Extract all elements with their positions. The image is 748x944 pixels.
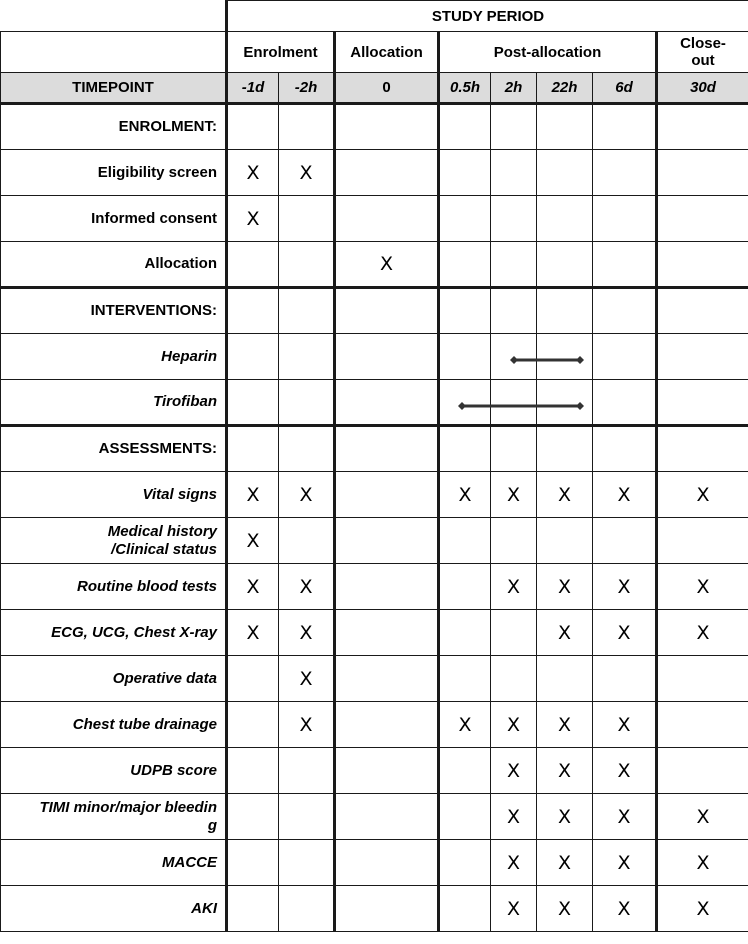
schedule-mark <box>537 150 593 196</box>
schedule-mark: X <box>227 610 279 656</box>
study-period-row <box>1 1 748 32</box>
schedule-mark <box>491 380 537 426</box>
schedule-mark <box>227 794 279 840</box>
schedule-mark <box>335 702 439 748</box>
schedule-mark: X <box>537 886 593 932</box>
schedule-mark <box>439 748 491 794</box>
schedule-cell <box>593 288 657 334</box>
row-label: Routine blood tests <box>1 564 227 610</box>
schedule-mark <box>439 334 491 380</box>
schedule-mark: X <box>657 840 748 886</box>
schedule-mark <box>593 518 657 564</box>
schedule-mark <box>657 748 748 794</box>
schedule-mark: X <box>491 840 537 886</box>
schedule-row <box>1 656 748 702</box>
timepoint-cell: -2h <box>279 73 335 104</box>
row-label: AKI <box>1 886 227 932</box>
schedule-mark <box>439 380 491 426</box>
schedule-mark: X <box>491 886 537 932</box>
schedule-mark: X <box>593 610 657 656</box>
schedule-mark <box>227 840 279 886</box>
row-label: ECG, UCG, Chest X-ray <box>1 610 227 656</box>
row-label: Heparin <box>1 334 227 380</box>
phase-row <box>1 32 748 73</box>
section-title-row <box>1 104 748 150</box>
schedule-mark <box>593 150 657 196</box>
schedule-cell <box>439 426 491 472</box>
schedule-mark <box>335 886 439 932</box>
phase-close-out: Close- out <box>657 32 748 73</box>
schedule-row <box>1 702 748 748</box>
phase-allocation: Allocation <box>335 32 439 73</box>
schedule-cell <box>335 426 439 472</box>
schedule-mark <box>335 748 439 794</box>
schedule-mark <box>335 794 439 840</box>
schedule-mark <box>491 334 537 380</box>
schedule-mark <box>657 334 748 380</box>
timepoint-cell: 22h <box>537 73 593 104</box>
schedule-cell <box>279 426 335 472</box>
schedule-cell <box>279 288 335 334</box>
schedule-row <box>1 564 748 610</box>
schedule-mark <box>657 150 748 196</box>
schedule-mark: X <box>279 610 335 656</box>
schedule-mark <box>279 242 335 288</box>
phase-row-label <box>1 32 227 73</box>
schedule-mark: X <box>593 840 657 886</box>
schedule-mark <box>227 748 279 794</box>
schedule-mark <box>335 334 439 380</box>
schedule-mark: X <box>279 564 335 610</box>
schedule-mark <box>335 840 439 886</box>
schedule-mark: X <box>537 564 593 610</box>
schedule-mark: X <box>227 150 279 196</box>
schedule-mark: X <box>227 518 279 564</box>
schedule-mark: X <box>537 472 593 518</box>
row-label: UDPB score <box>1 748 227 794</box>
schedule-mark <box>537 656 593 702</box>
schedule-mark <box>439 518 491 564</box>
schedule-mark <box>227 702 279 748</box>
schedule-mark <box>279 748 335 794</box>
timepoint-label: TIMEPOINT <box>1 73 227 104</box>
schedule-mark <box>593 242 657 288</box>
schedule-row <box>1 242 748 288</box>
schedule-mark: X <box>657 610 748 656</box>
schedule-mark <box>537 242 593 288</box>
schedule-mark <box>227 380 279 426</box>
schedule-mark <box>335 656 439 702</box>
schedule-mark: X <box>491 748 537 794</box>
schedule-mark <box>439 886 491 932</box>
schedule-mark <box>227 656 279 702</box>
schedule-mark: X <box>335 242 439 288</box>
schedule-mark: X <box>537 840 593 886</box>
section-title-row <box>1 426 748 472</box>
schedule-mark <box>335 610 439 656</box>
schedule-row <box>1 794 748 840</box>
schedule-mark <box>657 380 748 426</box>
schedule-mark <box>335 564 439 610</box>
schedule-row <box>1 518 748 564</box>
schedule-cell <box>537 426 593 472</box>
schedule-mark: X <box>439 702 491 748</box>
schedule-mark: X <box>537 702 593 748</box>
schedule-mark: X <box>227 472 279 518</box>
schedule-mark: X <box>279 702 335 748</box>
schedule-cell <box>537 104 593 150</box>
schedule-row <box>1 334 748 380</box>
schedule-mark <box>439 196 491 242</box>
schedule-cell <box>537 288 593 334</box>
section-title: INTERVENTIONS: <box>1 288 227 334</box>
schedule-mark <box>279 886 335 932</box>
schedule-cell <box>657 288 748 334</box>
schedule-mark: X <box>657 794 748 840</box>
row-label: Operative data <box>1 656 227 702</box>
row-label: Chest tube drainage <box>1 702 227 748</box>
schedule-mark <box>657 518 748 564</box>
schedule-mark: X <box>537 748 593 794</box>
section-title: ENROLMENT: <box>1 104 227 150</box>
schedule-mark <box>439 242 491 288</box>
schedule-mark <box>537 380 593 426</box>
schedule-mark <box>593 334 657 380</box>
schedule-mark <box>491 196 537 242</box>
schedule-mark <box>279 794 335 840</box>
schedule-mark: X <box>537 610 593 656</box>
phase-post-allocation: Post-allocation <box>439 32 657 73</box>
schedule-cell <box>227 426 279 472</box>
schedule-mark <box>657 242 748 288</box>
schedule-cell <box>439 104 491 150</box>
schedule-mark <box>593 380 657 426</box>
schedule-mark <box>279 380 335 426</box>
schedule-row <box>1 840 748 886</box>
section-title-row <box>1 288 748 334</box>
schedule-row <box>1 886 748 932</box>
schedule-mark <box>537 518 593 564</box>
schedule-mark <box>335 150 439 196</box>
row-label: Eligibility screen <box>1 150 227 196</box>
schedule-mark <box>491 242 537 288</box>
row-label: Vital signs <box>1 472 227 518</box>
schedule-mark <box>593 196 657 242</box>
schedule-mark <box>439 656 491 702</box>
schedule-mark <box>593 656 657 702</box>
schedule-mark <box>657 656 748 702</box>
schedule-mark: X <box>227 196 279 242</box>
schedule-mark <box>491 150 537 196</box>
schedule-mark: X <box>593 886 657 932</box>
schedule-mark: X <box>657 886 748 932</box>
schedule-mark <box>657 702 748 748</box>
schedule-cell <box>335 104 439 150</box>
schedule-mark <box>335 518 439 564</box>
schedule-mark <box>279 196 335 242</box>
schedule-mark: X <box>593 472 657 518</box>
schedule-mark <box>335 472 439 518</box>
schedule-mark <box>491 610 537 656</box>
row-label: TIMI minor/major bleedin g <box>1 794 227 840</box>
schedule-mark <box>335 380 439 426</box>
schedule-mark: X <box>491 564 537 610</box>
schedule-mark <box>279 840 335 886</box>
schedule-cell <box>491 104 537 150</box>
row-label: Medical history /Clinical status <box>1 518 227 564</box>
schedule-mark: X <box>491 472 537 518</box>
schedule-mark: X <box>537 794 593 840</box>
schedule-cell <box>227 288 279 334</box>
schedule-row <box>1 610 748 656</box>
schedule-row <box>1 472 748 518</box>
schedule-mark: X <box>279 656 335 702</box>
section-title: ASSESSMENTS: <box>1 426 227 472</box>
corner-cell <box>1 1 227 32</box>
schedule-cell <box>439 288 491 334</box>
schedule-mark: X <box>593 794 657 840</box>
schedule-mark: X <box>593 702 657 748</box>
row-label: Tirofiban <box>1 380 227 426</box>
schedule-mark <box>439 564 491 610</box>
schedule-cell <box>491 288 537 334</box>
schedule-mark <box>279 334 335 380</box>
schedule-mark: X <box>593 564 657 610</box>
schedule-mark: X <box>491 794 537 840</box>
schedule-cell <box>593 426 657 472</box>
schedule-row <box>1 380 748 426</box>
schedule-mark: X <box>491 702 537 748</box>
schedule-mark: X <box>279 472 335 518</box>
timepoint-cell: -1d <box>227 73 279 104</box>
schedule-mark <box>335 196 439 242</box>
timepoint-cell: 30d <box>657 73 748 104</box>
timepoint-cell: 2h <box>491 73 537 104</box>
schedule-mark: X <box>593 748 657 794</box>
schedule-cell <box>593 104 657 150</box>
row-label: MACCE <box>1 840 227 886</box>
schedule-mark <box>537 334 593 380</box>
schedule-mark <box>439 840 491 886</box>
schedule-mark <box>227 242 279 288</box>
schedule-mark <box>657 196 748 242</box>
schedule-row <box>1 748 748 794</box>
schedule-mark <box>439 150 491 196</box>
row-label: Allocation <box>1 242 227 288</box>
schedule-row <box>1 150 748 196</box>
schedule-mark: X <box>657 564 748 610</box>
schedule-mark: X <box>439 472 491 518</box>
schedule-mark <box>439 794 491 840</box>
schedule-cell <box>491 426 537 472</box>
timepoint-cell: 0.5h <box>439 73 491 104</box>
schedule-mark: X <box>279 150 335 196</box>
timepoint-cell: 6d <box>593 73 657 104</box>
schedule-mark <box>439 610 491 656</box>
schedule-mark: X <box>657 472 748 518</box>
schedule-cell <box>335 288 439 334</box>
schedule-mark: X <box>227 564 279 610</box>
schedule-cell <box>657 104 748 150</box>
schedule-mark <box>279 518 335 564</box>
schedule-mark <box>537 196 593 242</box>
schedule-row <box>1 196 748 242</box>
schedule-cell <box>227 104 279 150</box>
schedule-mark <box>227 334 279 380</box>
schedule-mark <box>491 656 537 702</box>
schedule-mark <box>227 886 279 932</box>
row-label: Informed consent <box>1 196 227 242</box>
timepoint-cell: 0 <box>335 73 439 104</box>
phase-enrolment: Enrolment <box>227 32 335 73</box>
timepoint-row <box>1 73 748 104</box>
schedule-cell <box>279 104 335 150</box>
schedule-mark <box>491 518 537 564</box>
study-period-header: STUDY PERIOD <box>227 1 748 32</box>
schedule-cell <box>657 426 748 472</box>
